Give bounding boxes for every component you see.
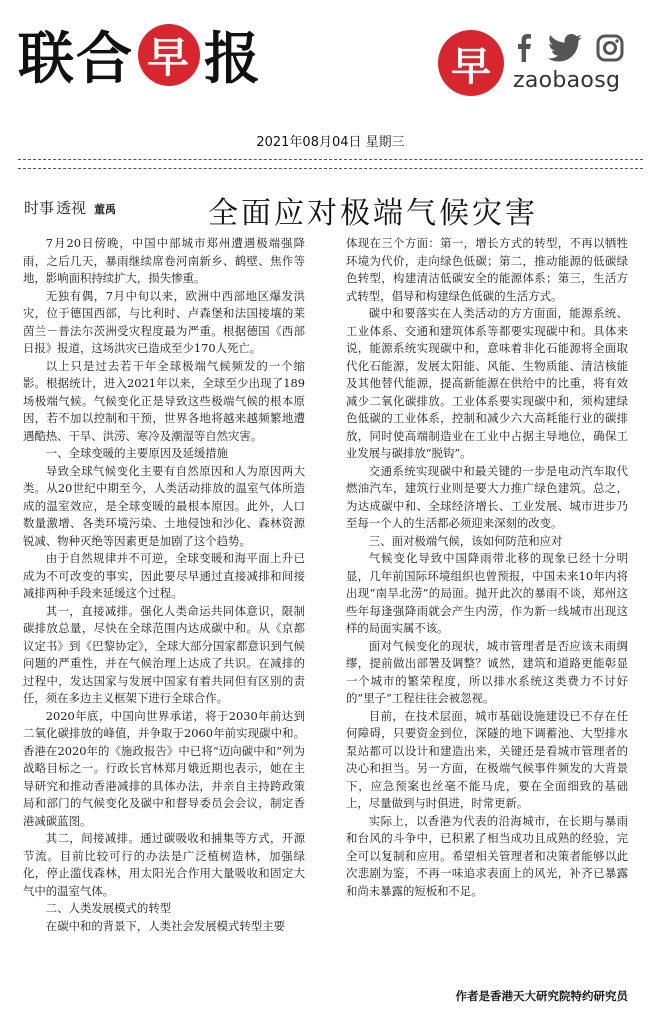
social-links: [514, 34, 644, 62]
masthead: [0, 0, 661, 118]
social-handle[interactable]: zaobaosg: [513, 68, 621, 93]
newspaper-logo[interactable]: [18, 20, 262, 90]
paragraph: 7月20日傍晚，中国中部城市郑州遭遇极端强降雨，之后几天，暴雨继续席卷河南新乡、鹤壁、焦作等地，影响面积持续扩大，损失惨重。: [23, 236, 305, 285]
article-column-left: [23, 235, 305, 1005]
paragraph: 交通系统实现碳中和最关键的一步是电动汽车取代燃油汽车，建筑行业则是要大力推广绿色建筑。总之，为达成碳中和、全球经济增长、工业发展、城市进步乃至每一个人的生活都必须迎来深刻的改变。: [346, 463, 628, 530]
logo-circle-char: 早: [138, 24, 200, 86]
column-name-a: 时事: [24, 199, 55, 217]
paragraph: 导致全球气候变化主要有自然原因和人为原因两大类。从20世纪中期至今，人类活动排放的温室气体所造成的温室效应，是全球变暖的最根本原因。此外，人口数量激增、各类环境污染、土地侵蚀和沙化、森林资源锐减、物种灭绝等因素更是加剧了这个趋势。: [23, 463, 305, 548]
paragraph: 由于自然规律并不可逆，全球变暖和海平面上升已成为不可改变的事实，因此要尽早通过直接减排和间接减排两种手段来延缓这个过程。: [23, 551, 305, 600]
column-tag: [24, 197, 116, 218]
author-name: 董禹: [94, 203, 117, 216]
logo-text-pre: 联合: [18, 26, 134, 92]
logo-text-post: 报: [204, 26, 262, 92]
paragraph: 以上只是过去若干年全球极端气候频发的一个缩影。根据统计，进入2021年以来，全球至少出现了189场极端气候。气候变化正是导致这些极端气候的根本原因，若不加以控制和干预，世界各地将越来越频繁地遭遇酷热、干旱、洪涝、寒冷及潮湿等自然灾害。: [23, 358, 305, 443]
paragraph: 体现在三个方面：第一，增长方式的转型，不再以牺牲环境为代价，走向绿色低碳；第二，推动能源的低碳绿色转型，构建清洁低碳安全的能源体系；第三，生活方式转型，倡导和构建绿色低碳的生活方式。: [346, 236, 628, 303]
paragraph: 面对气候变化的现状，城市管理者是否应该未雨绸缪，提前做出部署及调整？诚然，建筑和道路更能彰显一个城市的繁荣程度，所以排水系统这类费力不讨好的“里子”工程往往会被忽视。: [346, 638, 628, 705]
brand-mark[interactable]: 早: [438, 30, 504, 96]
publish-date: 2021年08月04日 星期三: [256, 135, 405, 150]
divider-top: [18, 159, 643, 160]
section-heading: 三、面对极端气候，该如何防范和应对: [368, 533, 563, 548]
article-headline: 全面应对极端气候灾害: [208, 196, 538, 231]
paragraph: 碳中和要落实在人类活动的方方面面，能源系统、工业体系、交通和建筑体系等都要实现碳中和。具体来说，能源系统实现碳中和，意味着非化石能源将全面取代化石能源，发展太阳能、风能、生物质能、清洁核能及其他替代能源，提高新能源在供给中的比重，将有效减少二氧化碳排放。工业体系要实现碳中和，须构建绿色低碳的工业体系，控制和减少六大高耗能行业的碳排放，同时使高端制造业在工业中占据主导地位，确保工业发展与碳排放“脱钩”。: [346, 306, 628, 460]
paragraph: 在碳中和的背景下，人类社会发展模式转型主要: [45, 918, 286, 933]
facebook-icon[interactable]: [514, 34, 534, 62]
paragraph: 其一，直接减排。强化人类命运共同体意识，限制碳排放总量，尽快在全球范围内达成碳中和。从《京都议定书》到《巴黎协定》，全球大部分国家都意识到气候问题的严重性，并在气候治理上达成了共识。在减排的过程中，发达国家与发展中国家有着共同但有区别的责任，须在多边主义框架下进行全球合作。: [23, 603, 305, 705]
section-heading: 二、人类发展模式的转型: [45, 901, 172, 915]
column-name-b: 透视: [56, 199, 87, 217]
divider-bottom: [18, 168, 643, 169]
twitter-icon[interactable]: [548, 34, 582, 62]
paragraph: 2020年底，中国向世界承诺，将于2030年前达到二氧化碳排放的峰值，并争取于2060年前实现碳中和。香港在2020年的《施政报告》中已将“迈向碳中和”列为战略目标之一。行政长官林郑月娥近期也表示，她在主导研究和推动香港减排的具体办法，并亲自主持跨政策局和部门的气候变化及碳中和督导委员会会议，制定香港减碳蓝图。: [23, 708, 305, 828]
paragraph: 实际上，以香港为代表的沿海城市，在长期与暴雨和台风的斗争中，已积累了相当成功且成熟的经验，完全可以复制和应用。希望相关管理者和决策者能够以此次悲剧为鉴，不再一味追求表面上的风光，补齐已暴露和尚未暴露的短板和不足。: [346, 813, 628, 898]
article-column-right: [346, 235, 628, 987]
instagram-icon[interactable]: [596, 34, 624, 62]
author-byline: 作者是香港天大研究院特约研究员: [455, 989, 628, 1003]
paragraph: 目前，在技术层面，城市基础设施建设已不存在任何障碍，只要资金到位，深隧的地下调蓄池、大型排水泵站都可以设计和建造出来，关键还是看城市管理者的决心和担当。另一方面，在极端气候事件频发的大背景下，应急预案也丝毫不能马虎，要在全面细致的基础上，尽量做到与时俱进，时常更新。: [346, 708, 628, 810]
paragraph: 气候变化导致中国降雨带北移的现象已经十分明显，几年前国际环境组织也曾预报，中国未来10年内将出现“南旱北涝”的局面。抛开此次的暴雨不谈，郑州这些年每逢强降雨就会产生内涝，作为新一线城市出现这样的局面实属不该。: [346, 551, 628, 635]
paragraph: 无独有偶，7月中旬以来，欧洲中西部地区爆发洪灾，位于德国西部，与比利时、卢森堡和法国接壤的莱茵兰－普法尔茨洲受灾程度最为严重。根据德国《西部日报》报道，这场洪灾已造成至少170人死亡。: [23, 288, 305, 355]
paragraph: 其二，间接减排。通过碳吸收和捕集等方式，开源节流。目前比较可行的办法是广泛植树造林，加强绿化，停止滥伐森林，用太阳光合作用大量吸收和固定大气中的温室气体。: [23, 831, 305, 898]
section-heading: 一、全球变暖的主要原因及延缓措施: [45, 446, 229, 460]
